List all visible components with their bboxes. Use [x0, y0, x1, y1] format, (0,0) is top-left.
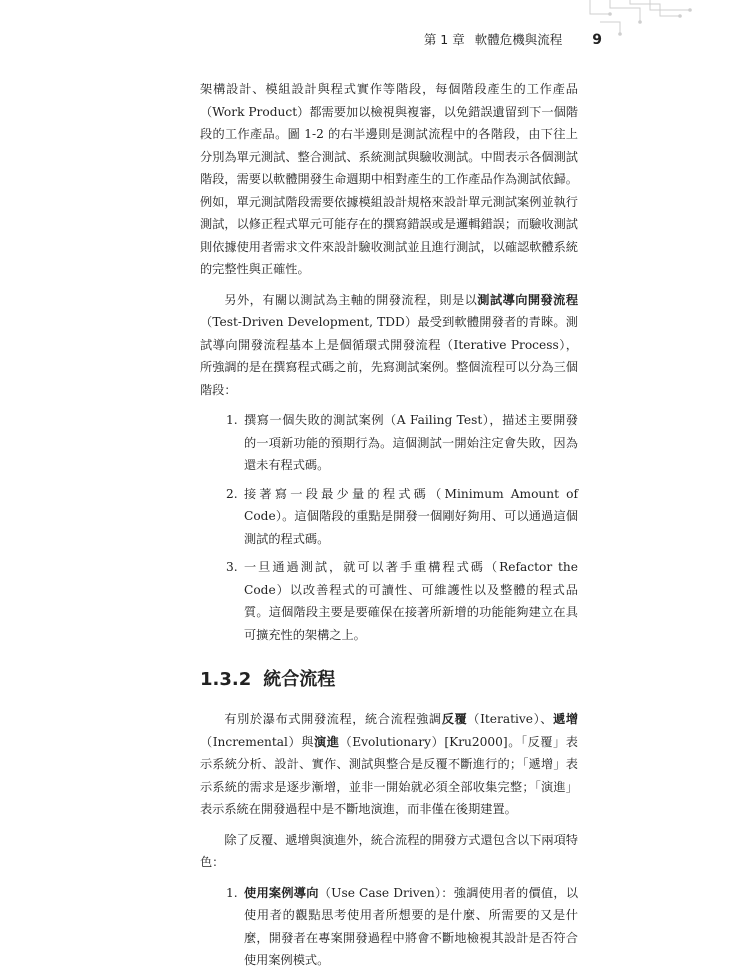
paragraph-tdd: 另外，有關以測試為主軸的開發流程，則是以測試導向開發流程（Test-Driven Development, TDD）最受到軟體開發者的青睞。測試導向開發流程基本上是個循環式開發流程（Iterative Process），所強調的是在撰寫程式碼之前，先寫測試案例。整個流程可以分為三個階段：: [200, 292, 579, 397]
section-number: 1.3.2: [200, 669, 252, 690]
page-number: 9: [592, 32, 602, 48]
paragraph-continuation: 架構設計、模組設計與程式實作等階段，每個階段產生的工作產品（Work Product）都需要加以檢視與複審，以免錯誤遺留到下一個階段的工作產品。圖 1-2 的右半邊則是測試流程中的各階段，由下往上分別為單元測試、整合測試、系統測試與驗收測試。中間表示各個測試階段，需要以軟體開發生命週期中相對產生的工作產品作為測試依歸。例如，單元測試階段需要依據模組設計規格來設計單元測試案例並執行測試，以修正程式單元可能存在的撰寫錯誤或是邏輯錯誤；而驗收測試則依據使用者需求文件來設計驗收測試並且進行測試，以確認軟體系統的完整性與正確性。: [200, 82, 578, 276]
features-list: [200, 882, 578, 972]
list-item: 1. 使用案例導向（Use Case Driven）：強調使用者的價值，以使用者的觀點思考使用者所想要的是什麼、所需要的又是什麼，開發者在專案開發過程中將會不斷地檢視其設計是否符合使用案例模式。: [226, 885, 579, 967]
list-item: 1. 撰寫一個失敗的測試案例（A Failing Test），描述主要開發的一項新功能的預期行為。這個測試一開始注定會失敗，因為還未有程式碼。: [226, 413, 578, 472]
tdd-steps-list: [200, 409, 578, 646]
section-heading: [200, 668, 578, 692]
list-item: 2. 接著寫一段最少量的程式碼（Minimum Amount of Code）。這個階段的重點是開發一個剛好夠用、可以通過這個測試的程式碼。: [226, 486, 578, 546]
page-body: [200, 78, 578, 978]
section-title: 統合流程: [263, 669, 336, 690]
list-item: 3. 一旦通過測試，就可以著手重構程式碼（Refactor the Code）以改善程式的可讀性、可維護性以及整體的程式品質。這個階段主要是要確保在接著所新增的功能能夠建立在具可擴充性的架構之上。: [226, 560, 578, 642]
chapter-title: 軟體危機與流程: [474, 32, 563, 47]
running-header: [424, 30, 602, 48]
paragraph-unified-process: 有別於瀑布式開發流程，統合流程強調反覆（Iterative）、遞增（Incremental）與演進（Evolutionary）[Kru2000]。「反覆」表示系統分析、設計、實作、測試與整合是反覆不斷進行的；「遞增」表示系統的需求是逐步漸增，並非一開始就必須全部收集完整；「演進」表示系統在開發過程中是不斷地演進，而非僅在後期建置。: [200, 712, 579, 816]
circuit-decoration: [0, 0, 750, 60]
paragraph-features: 除了反覆、遞增與演進外，統合流程的開發方式還包含以下兩項特色：: [200, 832, 578, 869]
chapter-number: 第 1 章: [423, 32, 465, 47]
term-tdd: 測試導向開發流程: [477, 292, 579, 307]
